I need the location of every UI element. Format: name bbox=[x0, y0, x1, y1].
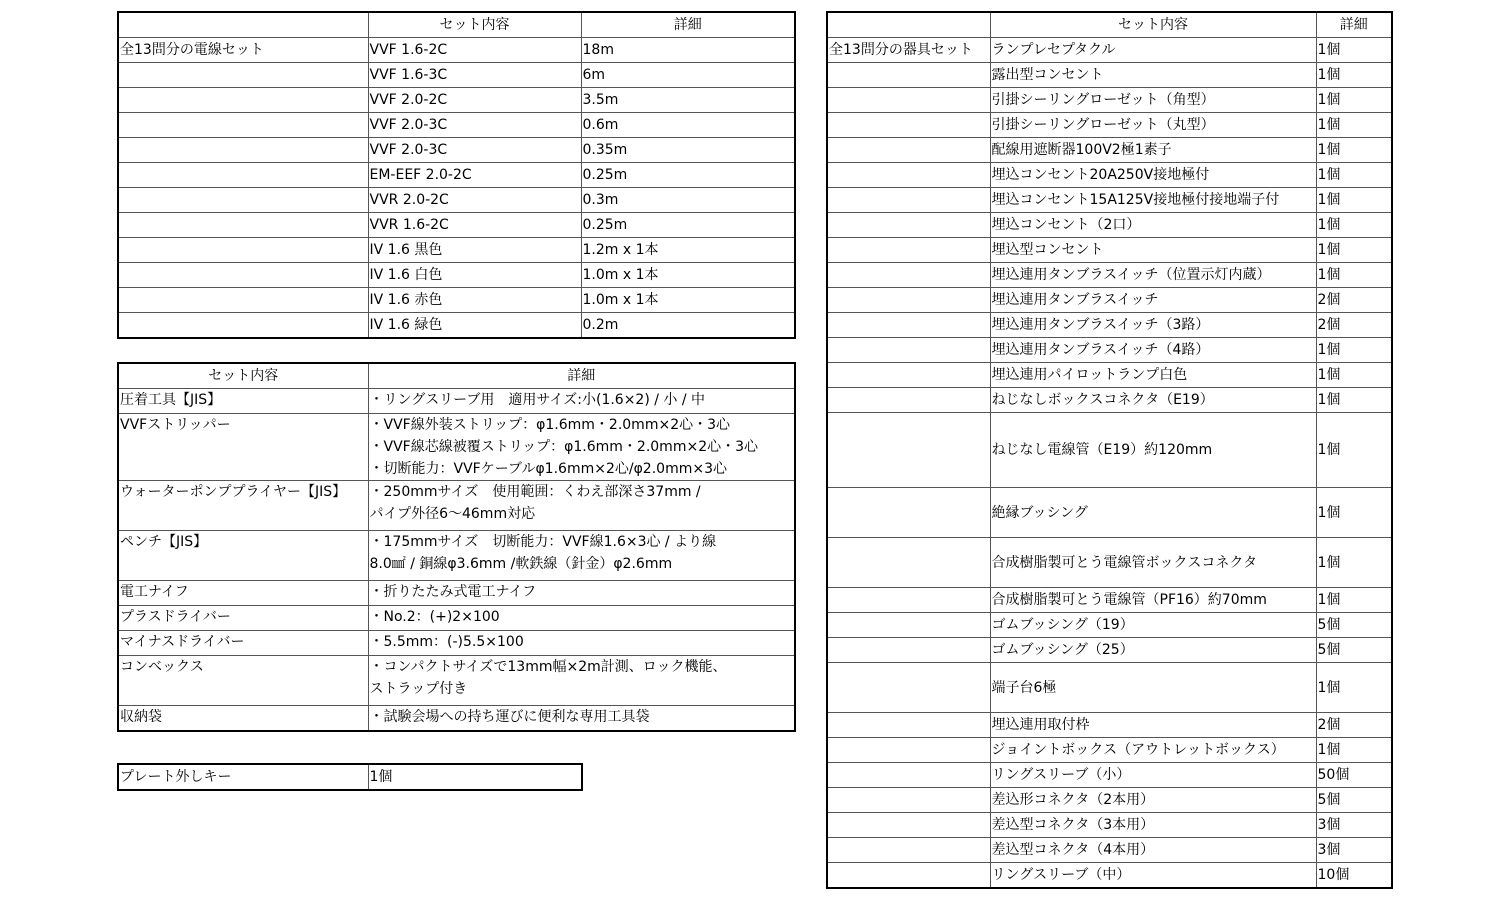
detail-cell: 2個 bbox=[1316, 713, 1392, 738]
detail-cell: 1個 bbox=[1316, 113, 1392, 138]
item-cell: 引掛シーリングローゼット（丸型） bbox=[990, 113, 1316, 138]
table-row bbox=[827, 88, 1392, 113]
item-cell: VVF 2.0-2C bbox=[368, 88, 581, 113]
detail-cell: 50個 bbox=[1316, 763, 1392, 788]
item-cell: ねじなしボックスコネクタ（E19） bbox=[990, 388, 1316, 413]
equipment-set-table bbox=[826, 11, 1393, 889]
table-row bbox=[827, 163, 1392, 188]
detail-cell: 1個 bbox=[1316, 413, 1392, 488]
detail-cell: 5個 bbox=[1316, 788, 1392, 813]
detail-cell bbox=[368, 531, 795, 581]
plate-key-table bbox=[117, 763, 583, 791]
category-cell bbox=[118, 163, 368, 188]
detail-cell bbox=[368, 414, 795, 481]
detail-cell: 1個 bbox=[1316, 163, 1392, 188]
table-row bbox=[118, 764, 582, 790]
table-row bbox=[827, 588, 1392, 613]
category-cell bbox=[827, 138, 990, 163]
header-cell: セット内容 bbox=[990, 12, 1316, 38]
category-cell bbox=[827, 663, 990, 713]
item-cell: VVR 1.6-2C bbox=[368, 213, 581, 238]
table-row bbox=[827, 613, 1392, 638]
detail-cell: 0.35m bbox=[581, 138, 795, 163]
item-cell: ランプレセプタクル bbox=[990, 38, 1316, 63]
item-cell: リングスリーブ（中） bbox=[990, 863, 1316, 889]
category-cell bbox=[827, 863, 990, 889]
table-row bbox=[118, 88, 795, 113]
item-cell: VVF 1.6-2C bbox=[368, 38, 581, 63]
detail-cell: 1個 bbox=[1316, 63, 1392, 88]
table-row bbox=[118, 531, 795, 581]
detail-cell: 1個 bbox=[1316, 538, 1392, 588]
detail-cell: 18m bbox=[581, 38, 795, 63]
detail-cell: 1個 bbox=[1316, 238, 1392, 263]
category-cell bbox=[827, 113, 990, 138]
detail-cell bbox=[368, 656, 795, 706]
item-cell: VVF 1.6-3C bbox=[368, 63, 581, 88]
item-cell: VVF 2.0-3C bbox=[368, 138, 581, 163]
category-cell bbox=[827, 763, 990, 788]
table-row bbox=[118, 213, 795, 238]
item-cell: プレート外しキー bbox=[118, 764, 368, 790]
header-cell: 詳細 bbox=[1316, 12, 1392, 38]
detail-line: ・VVF線外装ストリップ：φ1.6mm・2.0mm×2心・3心 bbox=[369, 417, 731, 433]
item-cell: ペンチ【JIS】 bbox=[118, 531, 368, 581]
category-cell bbox=[827, 488, 990, 538]
category-cell bbox=[118, 263, 368, 288]
header-cell: セット内容 bbox=[368, 12, 581, 38]
detail-cell bbox=[368, 606, 795, 631]
table-row bbox=[118, 188, 795, 213]
detail-cell: 1個 bbox=[1316, 388, 1392, 413]
detail-cell bbox=[368, 581, 795, 606]
detail-line: ・VVF線芯線被覆ストリップ：φ1.6mm・2.0mm×2心・3心 bbox=[369, 439, 759, 455]
item-cell: ウォーターポンププライヤー【JIS】 bbox=[118, 481, 368, 531]
detail-cell: 0.25m bbox=[581, 213, 795, 238]
item-cell: 埋込連用タンブラスイッチ（位置示灯内蔵） bbox=[990, 263, 1316, 288]
detail-cell bbox=[368, 481, 795, 531]
detail-line: ・切断能力：VVFケーブルφ1.6mm×2心/φ2.0mm×3心 bbox=[369, 461, 727, 477]
category-cell bbox=[827, 363, 990, 388]
table-row bbox=[827, 63, 1392, 88]
table-row bbox=[827, 213, 1392, 238]
table-row bbox=[827, 238, 1392, 263]
detail-cell: 3.5m bbox=[581, 88, 795, 113]
category-cell bbox=[827, 413, 990, 488]
category-cell bbox=[827, 88, 990, 113]
item-cell: 埋込連用タンブラスイッチ bbox=[990, 288, 1316, 313]
table-row bbox=[118, 288, 795, 313]
item-cell: 差込型コネクタ（4本用） bbox=[990, 838, 1316, 863]
item-cell: マイナスドライバー bbox=[118, 631, 368, 656]
detail-cell: 3個 bbox=[1316, 838, 1392, 863]
item-cell: リングスリーブ（小） bbox=[990, 763, 1316, 788]
detail-cell: 6m bbox=[581, 63, 795, 88]
table-row bbox=[827, 313, 1392, 338]
category-cell bbox=[118, 188, 368, 213]
item-cell: 埋込連用タンブラスイッチ（3路） bbox=[990, 313, 1316, 338]
item-cell: 埋込コンセント（2口） bbox=[990, 213, 1316, 238]
category-cell bbox=[827, 63, 990, 88]
item-cell: EM-EEF 2.0-2C bbox=[368, 163, 581, 188]
detail-line: ・折りたたみ式電工ナイフ bbox=[369, 584, 537, 600]
detail-cell: 1個 bbox=[1316, 363, 1392, 388]
category-cell bbox=[118, 213, 368, 238]
detail-cell: 1.2m x 1本 bbox=[581, 238, 795, 263]
detail-line: ・試験会場への持ち運びに便利な専用工具袋 bbox=[369, 709, 650, 725]
table-row bbox=[827, 138, 1392, 163]
item-cell: 合成樹脂製可とう電線管（PF16）約70mm bbox=[990, 588, 1316, 613]
category-cell bbox=[118, 138, 368, 163]
table-header-row bbox=[827, 12, 1392, 38]
table-row bbox=[118, 63, 795, 88]
item-cell: 埋込型コンセント bbox=[990, 238, 1316, 263]
table-row bbox=[118, 163, 795, 188]
table-header-row bbox=[118, 363, 795, 389]
table-row bbox=[827, 113, 1392, 138]
item-cell: 電工ナイフ bbox=[118, 581, 368, 606]
table-row bbox=[118, 631, 795, 656]
table-row bbox=[827, 838, 1392, 863]
table-row bbox=[118, 706, 795, 732]
table-row bbox=[827, 338, 1392, 363]
item-cell: 差込形コネクタ（2本用） bbox=[990, 788, 1316, 813]
detail-cell bbox=[368, 706, 795, 732]
detail-cell: 1個 bbox=[1316, 188, 1392, 213]
category-cell bbox=[118, 288, 368, 313]
table-row bbox=[827, 763, 1392, 788]
item-cell: 埋込連用パイロットランプ白色 bbox=[990, 363, 1316, 388]
header-cell: 詳細 bbox=[368, 363, 795, 389]
category-cell bbox=[827, 613, 990, 638]
detail-cell: 1個 bbox=[1316, 88, 1392, 113]
table-row bbox=[118, 656, 795, 706]
detail-cell: 0.3m bbox=[581, 188, 795, 213]
category-cell bbox=[827, 338, 990, 363]
item-cell: 収納袋 bbox=[118, 706, 368, 732]
table-row bbox=[827, 788, 1392, 813]
detail-line: 8.0㎟ / 銅線φ3.6mm /軟鉄線（針金）φ2.6mm bbox=[369, 556, 673, 572]
detail-line: ・5.5mm：(-)5.5×100 bbox=[369, 634, 524, 650]
header-cell bbox=[827, 12, 990, 38]
table-row bbox=[118, 313, 795, 339]
tool-set-table bbox=[117, 362, 796, 732]
category-cell bbox=[827, 313, 990, 338]
detail-cell: 1個 bbox=[1316, 138, 1392, 163]
detail-cell: 1個 bbox=[1316, 588, 1392, 613]
detail-line: ・250mmサイズ 使用範囲：くわえ部深さ37mm / bbox=[369, 484, 701, 500]
table-row bbox=[827, 188, 1392, 213]
table-row bbox=[827, 663, 1392, 713]
detail-line: ・No.2：(+)2×100 bbox=[369, 609, 500, 625]
item-cell: VVR 2.0-2C bbox=[368, 188, 581, 213]
item-cell: 合成樹脂製可とう電線管ボックスコネクタ bbox=[990, 538, 1316, 588]
item-cell: 埋込連用タンブラスイッチ（4路） bbox=[990, 338, 1316, 363]
table-row bbox=[827, 538, 1392, 588]
detail-cell: 2個 bbox=[1316, 313, 1392, 338]
table-row bbox=[118, 481, 795, 531]
category-cell bbox=[118, 88, 368, 113]
category-cell bbox=[827, 188, 990, 213]
category-cell bbox=[118, 238, 368, 263]
category-cell bbox=[827, 738, 990, 763]
detail-cell bbox=[368, 631, 795, 656]
item-cell: VVF 2.0-3C bbox=[368, 113, 581, 138]
item-cell: IV 1.6 白色 bbox=[368, 263, 581, 288]
table-row bbox=[118, 581, 795, 606]
category-cell bbox=[118, 113, 368, 138]
table-row bbox=[118, 414, 795, 481]
detail-cell: 0.6m bbox=[581, 113, 795, 138]
table-row bbox=[827, 263, 1392, 288]
category-cell bbox=[827, 638, 990, 663]
table-row bbox=[827, 38, 1392, 63]
category-cell: 全13問分の器具セット bbox=[827, 38, 990, 63]
category-cell bbox=[827, 713, 990, 738]
category-cell bbox=[827, 813, 990, 838]
category-cell bbox=[827, 538, 990, 588]
detail-cell: 0.2m bbox=[581, 313, 795, 339]
item-cell: 埋込連用取付枠 bbox=[990, 713, 1316, 738]
item-cell: 圧着工具【JIS】 bbox=[118, 389, 368, 414]
item-cell: ゴムブッシング（19） bbox=[990, 613, 1316, 638]
item-cell: VVFストリッパー bbox=[118, 414, 368, 481]
table-row bbox=[827, 738, 1392, 763]
detail-cell: 3個 bbox=[1316, 813, 1392, 838]
detail-line: ・175mmサイズ 切断能力：VVF線1.6×3心 / より線 bbox=[369, 534, 717, 550]
table-row bbox=[827, 488, 1392, 538]
table-row bbox=[118, 113, 795, 138]
item-cell: IV 1.6 緑色 bbox=[368, 313, 581, 339]
table-row bbox=[827, 863, 1392, 889]
detail-cell: 1.0m x 1本 bbox=[581, 263, 795, 288]
table-row bbox=[827, 388, 1392, 413]
item-cell: 露出型コンセント bbox=[990, 63, 1316, 88]
category-cell bbox=[827, 788, 990, 813]
table-row bbox=[827, 288, 1392, 313]
item-cell: 絶縁ブッシング bbox=[990, 488, 1316, 538]
detail-cell bbox=[368, 389, 795, 414]
category-cell bbox=[827, 388, 990, 413]
item-cell: 埋込コンセント20A250V接地極付 bbox=[990, 163, 1316, 188]
detail-cell: 10個 bbox=[1316, 863, 1392, 889]
category-cell bbox=[827, 588, 990, 613]
header-cell bbox=[118, 12, 368, 38]
detail-cell: 1個 bbox=[1316, 263, 1392, 288]
table-row bbox=[118, 238, 795, 263]
detail-cell: 1個 bbox=[1316, 488, 1392, 538]
table-row bbox=[118, 389, 795, 414]
table-row bbox=[118, 263, 795, 288]
item-cell: IV 1.6 黒色 bbox=[368, 238, 581, 263]
category-cell: 全13問分の電線セット bbox=[118, 38, 368, 63]
item-cell: 引掛シーリングローゼット（角型） bbox=[990, 88, 1316, 113]
table-row bbox=[118, 138, 795, 163]
detail-line: ・リングスリーブ用 適用サイズ:小(1.6×2) / 小 / 中 bbox=[369, 392, 706, 408]
category-cell bbox=[118, 63, 368, 88]
table-row bbox=[827, 638, 1392, 663]
wire-set-table bbox=[117, 11, 796, 339]
category-cell bbox=[827, 213, 990, 238]
detail-cell: 1個 bbox=[1316, 338, 1392, 363]
table-row bbox=[827, 713, 1392, 738]
detail-cell: 5個 bbox=[1316, 613, 1392, 638]
category-cell bbox=[827, 163, 990, 188]
header-cell: セット内容 bbox=[118, 363, 368, 389]
table-row bbox=[827, 813, 1392, 838]
detail-cell: 5個 bbox=[1316, 638, 1392, 663]
table-header-row bbox=[118, 12, 795, 38]
detail-cell: 1個 bbox=[1316, 213, 1392, 238]
item-cell: ねじなし電線管（E19）約120mm bbox=[990, 413, 1316, 488]
category-cell bbox=[118, 313, 368, 339]
detail-cell: 2個 bbox=[1316, 288, 1392, 313]
detail-line: パイプ外径6～46mm対応 bbox=[369, 506, 536, 522]
category-cell bbox=[827, 238, 990, 263]
table-row bbox=[118, 606, 795, 631]
category-cell bbox=[827, 263, 990, 288]
item-cell: ジョイントボックス（アウトレットボックス） bbox=[990, 738, 1316, 763]
item-cell: ゴムブッシング（25） bbox=[990, 638, 1316, 663]
detail-cell: 0.25m bbox=[581, 163, 795, 188]
detail-cell: 1個 bbox=[368, 764, 582, 790]
item-cell: 端子台6極 bbox=[990, 663, 1316, 713]
detail-cell: 1個 bbox=[1316, 663, 1392, 713]
detail-cell: 1個 bbox=[1316, 738, 1392, 763]
detail-cell: 1個 bbox=[1316, 38, 1392, 63]
item-cell: プラスドライバー bbox=[118, 606, 368, 631]
item-cell: IV 1.6 赤色 bbox=[368, 288, 581, 313]
table-row bbox=[118, 38, 795, 63]
item-cell: コンベックス bbox=[118, 656, 368, 706]
detail-cell: 1.0m x 1本 bbox=[581, 288, 795, 313]
table-row bbox=[827, 363, 1392, 388]
item-cell: 埋込コンセント15A125V接地極付接地端子付 bbox=[990, 188, 1316, 213]
item-cell: 配線用遮断器100V2極1素子 bbox=[990, 138, 1316, 163]
detail-line: ストラップ付き bbox=[369, 681, 468, 697]
header-cell: 詳細 bbox=[581, 12, 795, 38]
table-row bbox=[827, 413, 1392, 488]
category-cell bbox=[827, 288, 990, 313]
detail-line: ・コンパクトサイズで13mm幅×2m計測、ロック機能、 bbox=[369, 659, 727, 675]
item-cell: 差込型コネクタ（3本用） bbox=[990, 813, 1316, 838]
category-cell bbox=[827, 838, 990, 863]
